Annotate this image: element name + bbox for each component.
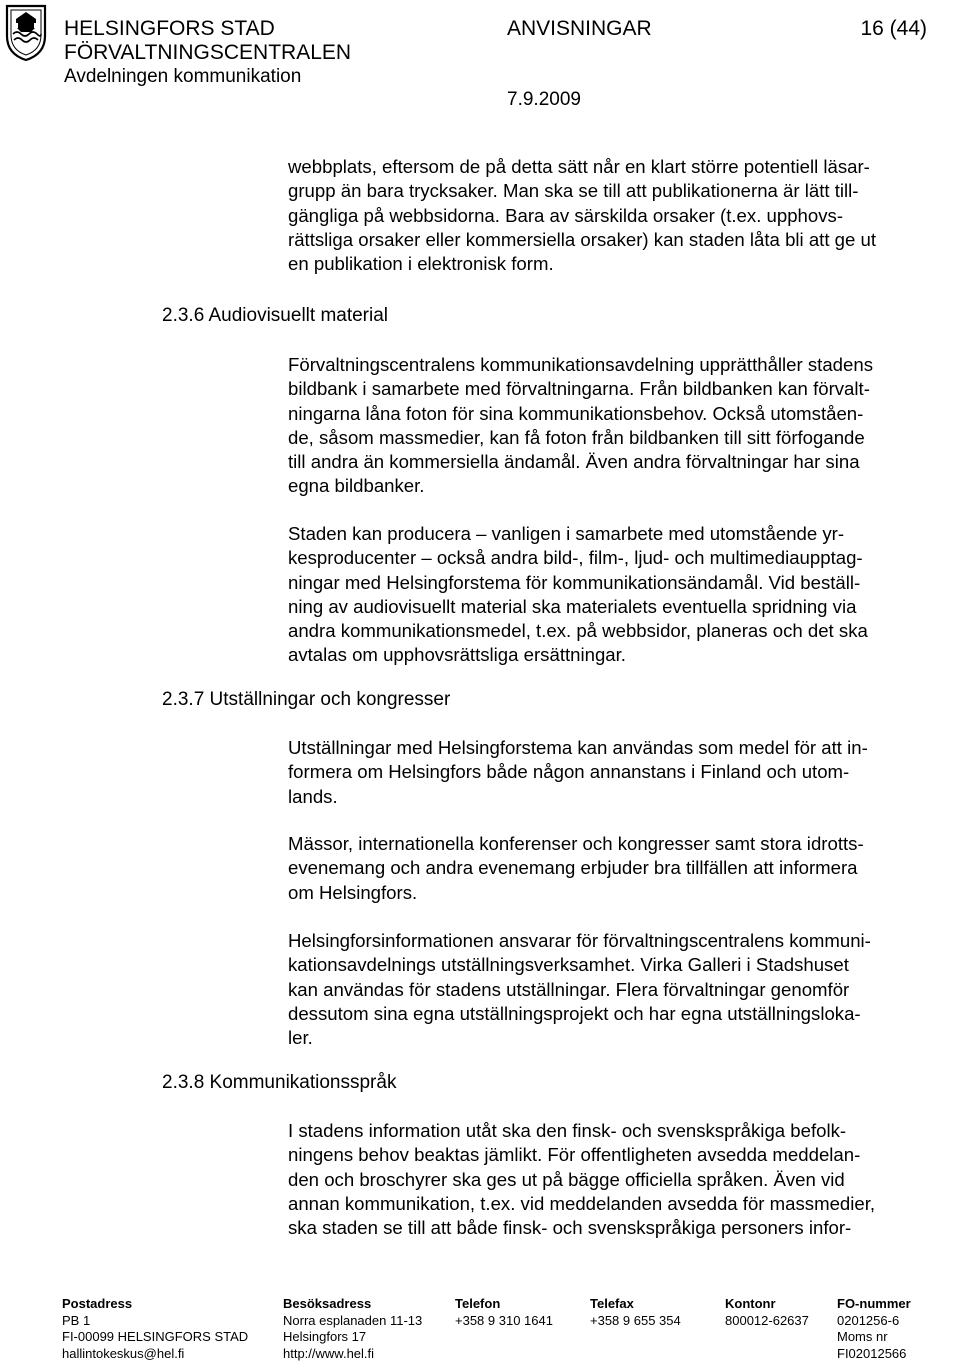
footer-label-telefax: Telefax bbox=[590, 1296, 681, 1313]
footer-besoksadress: Besöksadress Norra esplanaden 11-13 Helsingfors 17 http://www.hel.fi bbox=[283, 1296, 422, 1362]
document-type: ANVISNINGAR bbox=[507, 17, 652, 41]
footer-telefax: Telefax +358 9 655 354 bbox=[590, 1296, 681, 1329]
section-heading-2-3-7: 2.3.7 Utställningar och kongresser bbox=[162, 688, 450, 712]
department-name: FÖRVALTNINGSCENTRALEN bbox=[64, 41, 351, 65]
footer-postadress: Postadress PB 1 FI-00099 HELSINGFORS STAD hallintokeskus@hel.fi bbox=[62, 1296, 248, 1362]
footer-label-besoksadress: Besöksadress bbox=[283, 1296, 422, 1313]
paragraph-2-3-6-b: Staden kan producera – vanligen i samarbete med utomstående yr- kesproducenter – också andra bild-, film-, ljud- och multimediaupptag- ningar med Helsingforstema för kommunikationsändamål. Vid beställ- ning av audiovisuellt material ska materialets eventuella spridning via andra kommunikationsmedel, t.ex. på webbsidor, planeras och det ska avtalas om upphovsrättsliga ersättningar. bbox=[288, 522, 948, 668]
footer-fonummer: FO-nummer 0201256-6 Moms nr FI02012566 bbox=[837, 1296, 911, 1362]
section-heading-2-3-6: 2.3.6 Audiovisuellt material bbox=[162, 304, 388, 328]
footer-label-postadress: Postadress bbox=[62, 1296, 248, 1313]
document-date: 7.9.2009 bbox=[507, 89, 581, 111]
org-name: HELSINGFORS STAD bbox=[64, 17, 275, 41]
footer-label-fonummer: FO-nummer bbox=[837, 1296, 911, 1313]
helsinki-coat-of-arms-logo bbox=[4, 2, 48, 62]
footer-website-link[interactable]: http://www.hel.fi bbox=[283, 1346, 422, 1362]
page-number: 16 (44) bbox=[815, 17, 927, 41]
division-name: Avdelningen kommunikation bbox=[64, 66, 301, 88]
footer-kontonr: Kontonr 800012-62637 bbox=[725, 1296, 809, 1329]
footer-telefon: Telefon +358 9 310 1641 bbox=[455, 1296, 553, 1329]
paragraph-intro: webbplats, eftersom de på detta sätt når en klart större potentiell läsar- grupp än bara trycksaker. Man ska se till att publikationerna är lätt till- gängliga på webbsidorna. Bara av särskilda orsaker (t.ex. upphovs- rättsliga orsaker eller kommersiella orsaker) kan staden låta bli att ge ut en publikation i elektronisk form. bbox=[288, 155, 948, 276]
section-heading-2-3-8: 2.3.8 Kommunikationsspråk bbox=[162, 1071, 396, 1095]
paragraph-2-3-6-a: Förvaltningscentralens kommunikationsavdelning upprätthåller stadens bildbank i samarbete med förvaltningarna. Från bildbanken kan förvalt- ningarna låna foton för sina kommunikationsbehov. Också utomståen- de, såsom massmedier, kan få foton från bildbanken till sitt förfogande till andra än kommersiella ändamål. Även andra förvaltningar har sina egna bildbanker. bbox=[288, 353, 948, 499]
footer-label-telefon: Telefon bbox=[455, 1296, 553, 1313]
paragraph-2-3-8-a: I stadens information utåt ska den finsk- och svenskspråkiga befolk- ningens behov beaktas jämlikt. För offentligheten avsedda meddelan- den och broschyrer ska ges ut på bägge officiella språken. Även vid annan kommunikation, t.ex. vid meddelanden avsedda för massmedier, ska staden se till att både finsk- och svenskspråkiga personers infor- bbox=[288, 1119, 948, 1240]
paragraph-2-3-7-b: Mässor, internationella konferenser och kongresser samt stora idrotts- evenemang och andra evenemang erbjuder bra tillfällen att informera om Helsingfors. bbox=[288, 832, 948, 905]
paragraph-2-3-7-a: Utställningar med Helsingforstema kan användas som medel för att in- formera om Helsingfors både någon annanstans i Finland och utom- lands. bbox=[288, 736, 948, 809]
footer-email-link[interactable]: hallintokeskus@hel.fi bbox=[62, 1346, 248, 1362]
footer-label-kontonr: Kontonr bbox=[725, 1296, 809, 1313]
paragraph-2-3-7-c: Helsingforsinformationen ansvarar för förvaltningscentralens kommuni- kationsavdelnings utställningsverksamhet. Virka Galleri i Stadshuset kan användas för stadens utställningar. Flera förvaltningar genomför dessutom sina egna utställningsprojekt och har egna utställningsloka- ler. bbox=[288, 929, 948, 1050]
